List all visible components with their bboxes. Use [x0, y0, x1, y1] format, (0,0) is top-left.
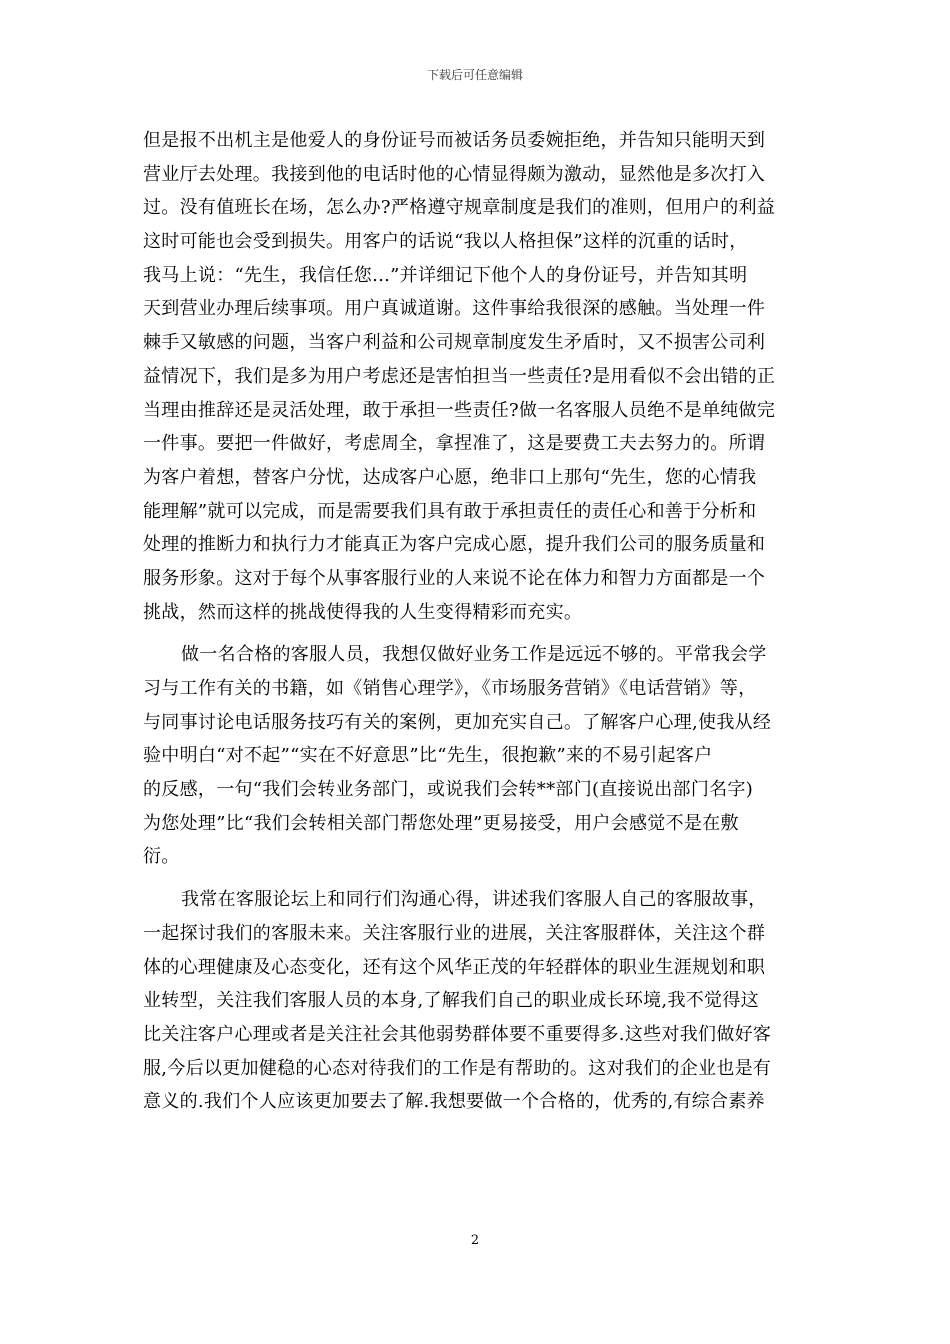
- text-line: 处理的推断力和执行力才能真正为客户完成心愿，提升我们公司的服务质量和: [143, 534, 766, 556]
- text-line: 这时可能也会受到损失。用客户的话说“我以人格担保”这样的沉重的话时，: [143, 231, 748, 253]
- text-line: 我常在客服论坛上和同行们沟通心得，讲述我们客服人自己的客服故事，: [181, 889, 767, 911]
- text-line: 业转型，关注我们客服人员的本身,了解我们自己的职业成长环境,我不觉得这: [143, 990, 759, 1012]
- text-line: 比关注客户心理或者是关注社会其他弱势群体要不重要得多.这些对我们做好客: [143, 1023, 772, 1045]
- text-line: 当理由推辞还是灵活处理，敢于承担一些责任?做一名客服人员绝不是单纯做完: [143, 399, 776, 421]
- text-line: 验中明白“对不起”“实在不好意思”比“先生，很抱歉”来的不易引起客户: [143, 745, 713, 767]
- text-line: 衍。: [143, 846, 180, 868]
- text-line: 棘手又敏感的问题，当客户利益和公司规章制度发生矛盾时，又不损害公司利: [143, 332, 766, 354]
- paragraph-1: [143, 124, 813, 629]
- text-line: 一起探讨我们的客服未来。关注客服行业的进展，关注客服群体，关注这个群: [143, 922, 766, 944]
- paragraph-gap: [143, 629, 813, 638]
- page-header: 下载后可任意编辑: [426, 68, 523, 82]
- text-line: 我马上说：“先生，我信任您...”并详细记下他个人的身份证号，并告知其明: [143, 264, 748, 286]
- text-line: 一件事。要把一件做好，考虑周全，拿捏准了，这是要费工夫去努力的。所谓: [143, 433, 766, 455]
- text-line: 与同事讨论电话服务技巧有关的案例，更加充实自己。了解客户心理,使我从经: [143, 711, 772, 733]
- text-line: 为客户着想，替客户分忧，达成客户心愿，绝非口上那句“先生，您的心情我: [143, 466, 757, 488]
- paragraph-2: [143, 638, 813, 874]
- text-line: 服,今后以更加健稳的心态对待我们的工作是有帮助的。这对我们的企业也是有: [143, 1057, 772, 1079]
- text-line: 益情况下，我们是多为用户考虑还是害怕担当一些责任?是用看似不会出错的正: [143, 365, 776, 387]
- text-line: 服务形象。这对于每个从事客服行业的人来说不论在体力和智力方面都是一个: [143, 567, 766, 589]
- text-line: 但是报不出机主是他爱人的身份证号而被话务员委婉拒绝，并告知只能明天到: [143, 130, 766, 151]
- paragraph-gap: [143, 874, 813, 883]
- text-line: 挑战，然而这样的挑战使得我的人生变得精彩而充实。: [143, 601, 583, 623]
- text-line: 的反感，一句“我们会转业务部门，或说我们会转**部门(直接说出部门名字): [143, 779, 754, 801]
- text-line: 能理解”就可以完成，而是需要我们具有敢于承担责任的责任心和善于分析和: [143, 500, 757, 522]
- page-number: 2: [470, 1233, 480, 1248]
- text-line: 天到营业办理后续事项。用户真诚道谢。这件事给我很深的感触。当处理一件: [143, 298, 766, 320]
- text-line: 做一名合格的客服人员，我想仅做好业务工作是远远不够的。平常我会学: [181, 644, 767, 666]
- text-line: 过。没有值班长在场，怎么办?严格遵守规章制度是我们的准则，但用户的利益: [143, 197, 776, 219]
- paragraph-3: [143, 883, 813, 1119]
- text-line: 习与工作有关的书籍，如《销售心理学》，《市场服务营销》《电话营销》等，: [143, 678, 757, 699]
- text-line: 为您处理”比“我们会转相关部门帮您处理”更易接受，用户会感觉不是在敷: [143, 812, 739, 834]
- text-line: 营业厅去处理。我接到他的电话时他的心情显得颇为激动，显然他是多次打入: [143, 163, 766, 185]
- text-line: 体的心理健康及心态变化，还有这个风华正茂的年轻群体的职业生涯规划和职: [143, 956, 766, 978]
- document-body: [143, 124, 813, 1119]
- text-line: 意义的.我们个人应该更加要去了解.我想要做一个合格的，优秀的,有综合素养: [143, 1091, 765, 1113]
